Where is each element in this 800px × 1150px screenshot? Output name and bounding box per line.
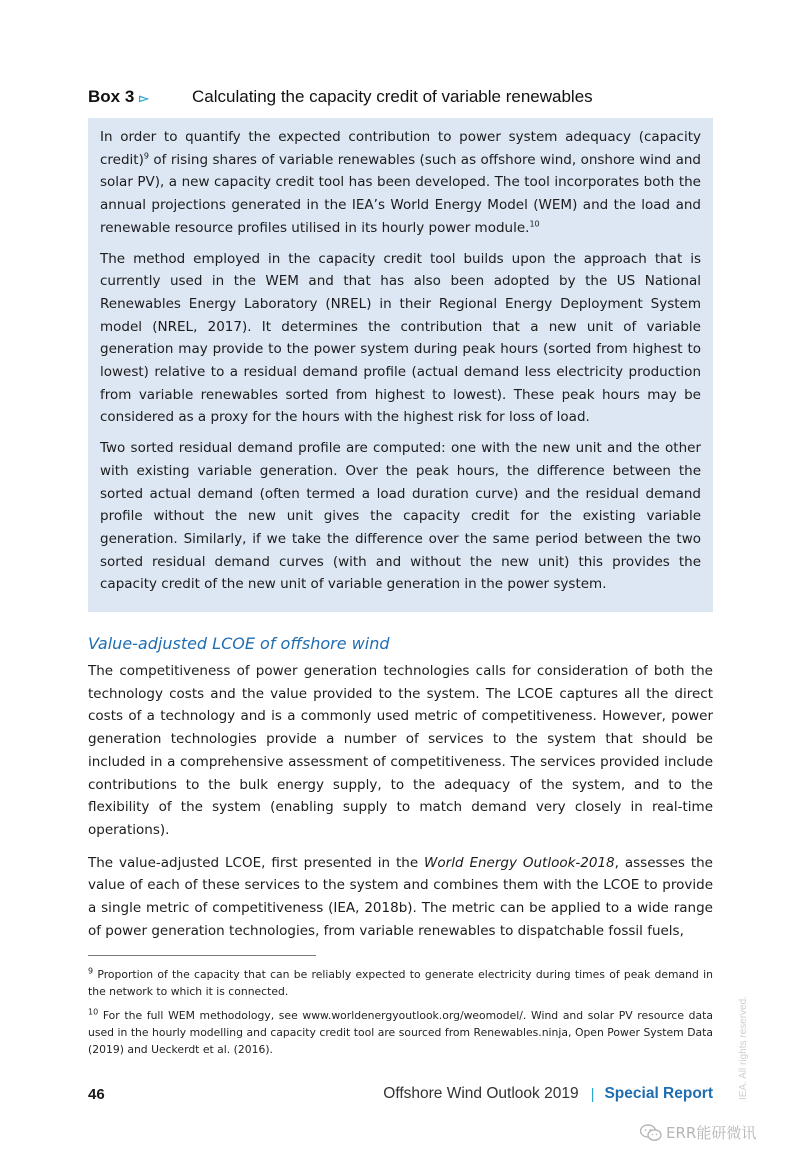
body-p2-text-b: , assesses the value of each of these services to the system and combines them with the LCOE to provide a single metric of competitiveness (IEA, 2018b). The metric can be applied to a wide range of power generation technologies, from variable renewables to dispatchable fossil fuels, xyxy=(88,854,713,939)
box-label-text: Box 3 xyxy=(88,87,135,106)
body-paragraph-2 xyxy=(88,852,713,943)
report-title: Offshore Wind Outlook 2019 xyxy=(383,1085,579,1102)
copyright-side-text: IEA. All rights reserved. xyxy=(738,996,749,1100)
footnote-9 xyxy=(88,966,713,1000)
footnotes xyxy=(88,966,713,1065)
box-title: Calculating the capacity credit of variable renewables xyxy=(192,87,593,106)
box-paragraph-1 xyxy=(100,126,701,240)
wechat-icon xyxy=(640,1124,662,1142)
page-number: 46 xyxy=(88,1085,105,1103)
footer-separator: | xyxy=(590,1085,595,1103)
box-label xyxy=(88,87,174,107)
page-footer xyxy=(88,1082,713,1106)
body-text xyxy=(88,660,713,952)
section-heading: Value-adjusted LCOE of offshore wind xyxy=(88,634,390,653)
box-header xyxy=(88,84,718,110)
report-info xyxy=(383,1085,713,1103)
footnote-divider xyxy=(88,955,316,956)
body-p2-text-a: The value-adjusted LCOE, first presented in the xyxy=(88,854,425,871)
body-paragraph-1: The competitiveness of power generation technologies calls for consideration of both the technology costs and the value provided to the system. The LCOE captures all the direct costs of a technology and is a commonly used metric of competitiveness. However, power generation technologies provide a number of services to the system that should be included in a comprehensive assessment of competitiveness. The services provided include contributions to the bulk energy supply, to the adequacy of the system, and to the flexibility of the system (enabling supply to match demand very closely in real-time operations). xyxy=(88,663,713,838)
box-arrow-icon: ▻ xyxy=(139,91,149,105)
box-paragraph-2: The method employed in the capacity credit tool builds upon the approach that is currently used in the WEM and that has also been adopted by the US National Renewables Energy Laboratory (NREL) in their Regional Energy Deployment System model (NREL, 2017). It determines the contribution that a new unit of variable generation may provide to the power system during peak hours (sorted from highest to lowest) relative to a residual demand profile (actual demand less electricity production from variable renewables sorted from highest to lowest). These peak hours may be considered as a proxy for the hours with the highest risk for loss of load. xyxy=(100,250,701,426)
footnote-10-number: 10 xyxy=(88,1007,99,1017)
footnote-10 xyxy=(88,1007,713,1058)
footnote-9-number: 9 xyxy=(88,966,94,976)
footnote-ref-10: 10 xyxy=(529,219,540,229)
watermark xyxy=(640,1122,756,1143)
footnote-10-text: For the full WEM methodology, see www.worldenergyoutlook.org/weomodel/. Wind and solar PV resource data used in the hourly modelling and capacity credit tool are sourced from Renewables.ninja, Open Power System Data (2019) and Ueckerdt et al. (2016). xyxy=(88,1009,713,1056)
footnote-9-text: Proportion of the capacity that can be reliably expected to generate electricity during times of peak demand in the network to which it is connected. xyxy=(88,968,713,998)
box-paragraph-3: Two sorted residual demand profile are computed: one with the new unit and the other with existing variable generation. Over the peak hours, the difference between the sorted actual demand (often termed a load duration curve) and the residual demand profile without the new unit gives the capacity credit for the existing variable generation. Similarly, if we take the difference over the same period between the two sorted residual demand curves (with and without the new unit) this provides the capacity credit of the new unit of variable generation in the power system. xyxy=(100,440,701,593)
box-p1-text-a: In order to quantify the expected contribution to power system adequacy (capacity credit) xyxy=(100,129,701,168)
special-report-label: Special Report xyxy=(604,1085,713,1102)
publication-title: World Energy Outlook-2018 xyxy=(424,854,615,871)
box-panel xyxy=(88,118,713,612)
box-p1-text-b: of rising shares of variable renewables (such as offshore wind, onshore wind and solar PV), a new capacity credit tool has been developed. The tool incorporates both the annual projections generated in the IEA’s World Energy Model (WEM) and the load and renewable resource profiles utilised in its hourly power module. xyxy=(100,151,701,236)
footnote-ref-9: 9 xyxy=(143,151,149,161)
watermark-text: ERR能研微讯 xyxy=(666,1124,757,1142)
